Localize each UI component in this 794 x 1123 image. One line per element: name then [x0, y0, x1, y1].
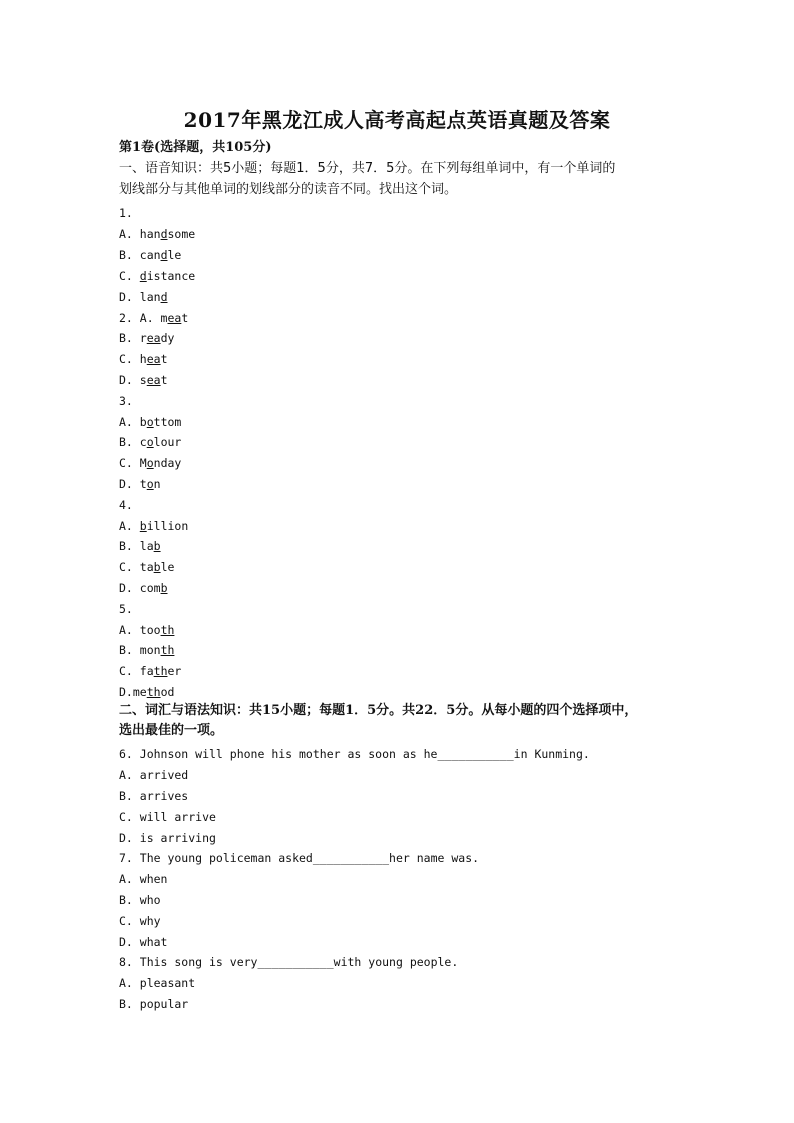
option-label: A.: [119, 415, 140, 429]
option-label: C.: [119, 269, 140, 283]
question-4-number: 4.: [119, 498, 133, 512]
option-label: D.: [119, 581, 140, 595]
underlined-letters: th: [153, 664, 168, 678]
question-3-option-d: [119, 476, 161, 492]
word-part: dy: [160, 331, 175, 345]
question-6-option-a: A. arrived: [119, 768, 189, 782]
word-part: h: [139, 352, 147, 366]
question-2-option-d: [119, 372, 168, 388]
underlined-letters: d: [160, 227, 168, 241]
word-part: r: [139, 331, 147, 345]
section2-instructions-line1: 二、词汇与语法知识：共15小题；每题1．5分。共22．5分。从每小题的四个选择项中，: [119, 703, 638, 718]
underlined-letters: d: [160, 290, 168, 304]
underlined-letters: d: [139, 269, 147, 283]
question-4-option-c: [119, 559, 174, 575]
word-part: t: [160, 352, 168, 366]
word-part: M: [139, 456, 147, 470]
question-7-option-c: C. why: [119, 914, 161, 928]
word-part: too: [139, 623, 161, 637]
underlined-letters: ea: [146, 331, 161, 345]
option-label: C.: [119, 560, 140, 574]
question-4-option-b: [119, 538, 161, 554]
word-part: t: [181, 311, 189, 325]
stem-text: with young people.: [333, 955, 459, 969]
underlined-letters: b: [153, 539, 161, 553]
underlined-letters: th: [160, 643, 175, 657]
question-1-option-a: [119, 226, 195, 242]
option-label: B.: [119, 248, 140, 262]
underlined-letters: th: [160, 623, 175, 637]
underlined-letters: o: [146, 477, 154, 491]
word-part: t: [139, 477, 147, 491]
underlined-letters: b: [160, 581, 168, 595]
word-part: lan: [139, 290, 161, 304]
underlined-letters: d: [160, 248, 168, 262]
question-3-option-a: [119, 414, 181, 430]
option-label: C.: [119, 352, 140, 366]
answer-blank: ___________: [437, 747, 514, 761]
option-label: D.: [119, 290, 140, 304]
word-part: me: [132, 685, 147, 699]
question-8-option-a: A. pleasant: [119, 976, 196, 990]
underlined-letters: ea: [146, 373, 161, 387]
question-7-stem: [119, 850, 479, 866]
word-part: s: [139, 373, 147, 387]
question-4-option-a: [119, 518, 188, 534]
word-part: la: [139, 539, 154, 553]
question-6-option-b: B. arrives: [119, 789, 189, 803]
question-7-option-b: B. who: [119, 893, 161, 907]
question-8-option-b: B. popular: [119, 997, 189, 1011]
underlined-letters: b: [139, 519, 147, 533]
word-part: istance: [146, 269, 196, 283]
answer-blank: ___________: [312, 851, 390, 865]
question-5-option-c: [119, 663, 181, 679]
word-part: han: [139, 227, 161, 241]
word-part: er: [167, 664, 182, 678]
option-label: A.: [119, 227, 140, 241]
question-1-option-b: [119, 247, 181, 263]
stem-text: in Kunming.: [513, 747, 590, 761]
option-label: C.: [119, 456, 140, 470]
question-5-option-b: [119, 642, 174, 658]
word-part: nday: [153, 456, 182, 470]
underlined-letters: o: [146, 435, 154, 449]
question-8-stem: [119, 954, 458, 970]
option-label: B.: [119, 435, 140, 449]
option-label: B.: [119, 331, 140, 345]
question-1-option-d: [119, 289, 168, 305]
section2-instructions-line2: 选出最佳的一项。: [119, 723, 224, 738]
word-part: illion: [146, 519, 189, 533]
question-5-option-a: [119, 622, 174, 638]
question-2-option-b: [119, 330, 174, 346]
underlined-letters: th: [146, 685, 161, 699]
underlined-letters: o: [146, 415, 154, 429]
section1-instructions-line1: 一、语音知识：共5小题；每题1．5分，共7．5分。在下列每组单词中，有一个单词的: [119, 161, 616, 176]
question-3-number: 3.: [119, 394, 133, 408]
volume-header: 第1卷(选择题，共105分): [119, 140, 272, 155]
question-7-option-a: A. when: [119, 872, 168, 886]
option-label: B.: [119, 539, 140, 553]
option-label: B.: [119, 643, 140, 657]
stem-text: her name was.: [389, 851, 480, 865]
word-part: ttom: [153, 415, 182, 429]
underlined-letters: b: [153, 560, 161, 574]
question-6-option-c: C. will arrive: [119, 810, 216, 824]
question-5-number: 5.: [119, 602, 133, 616]
answer-blank: ___________: [257, 955, 334, 969]
question-3-option-b: [119, 434, 181, 450]
word-part: mon: [139, 643, 161, 657]
stem-text: 6. Johnson will phone his mother as soon as he: [119, 747, 438, 761]
word-part: can: [139, 248, 161, 262]
question-7-option-d: D. what: [119, 935, 168, 949]
section1-instructions-line2: 划线部分与其他单词的划线部分的读音不同。找出这个词。: [119, 182, 458, 197]
stem-text: 7. The young policeman asked: [119, 851, 313, 865]
word-part: t: [160, 373, 168, 387]
question-4-option-d: [119, 580, 168, 596]
option-label: D.: [119, 685, 133, 699]
page-title: 2017年黑龙江成人高考高起点英语真题及答案: [183, 108, 611, 132]
word-part: n: [153, 477, 161, 491]
option-label: A.: [119, 519, 140, 533]
question-1-option-c: [119, 268, 195, 284]
word-part: some: [167, 227, 196, 241]
question-5-option-d: [119, 684, 174, 700]
word-part: lour: [153, 435, 182, 449]
question-6-option-d: D. is arriving: [119, 831, 216, 845]
question-2-option-a: [119, 310, 188, 326]
word-part: b: [139, 415, 147, 429]
question-1-number: 1.: [119, 206, 133, 220]
stem-text: 8. This song is very: [119, 955, 258, 969]
question-6-stem: [119, 746, 590, 762]
word-part: le: [167, 248, 182, 262]
word-part: c: [139, 435, 147, 449]
word-part: ta: [139, 560, 154, 574]
question-3-option-c: [119, 455, 181, 471]
question-2-option-c: [119, 351, 168, 367]
word-part: le: [160, 560, 175, 574]
word-part: com: [139, 581, 161, 595]
underlined-letters: o: [146, 456, 154, 470]
option-label: 2. A.: [119, 311, 161, 325]
word-part: fa: [139, 664, 154, 678]
option-label: A.: [119, 623, 140, 637]
word-part: m: [160, 311, 168, 325]
option-label: D.: [119, 373, 140, 387]
underlined-letters: ea: [167, 311, 182, 325]
option-label: D.: [119, 477, 140, 491]
option-label: C.: [119, 664, 140, 678]
word-part: od: [160, 685, 175, 699]
underlined-letters: ea: [146, 352, 161, 366]
